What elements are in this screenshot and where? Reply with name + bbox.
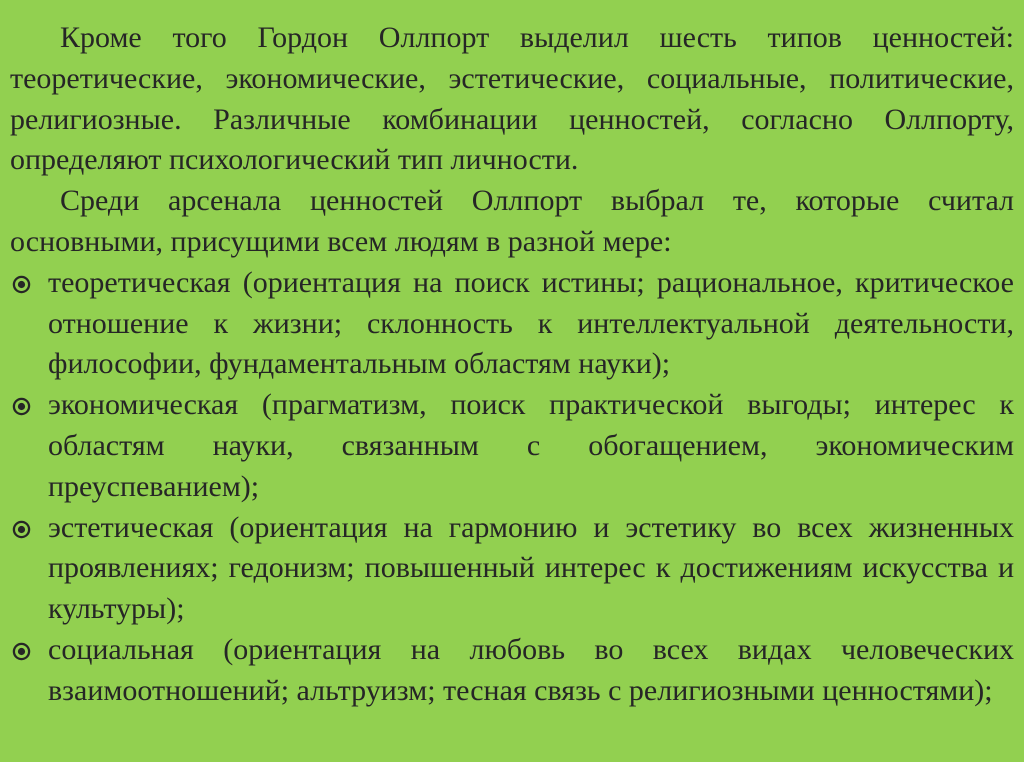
list-item (10, 508, 1014, 630)
list-item (10, 630, 1014, 712)
intro-paragraph: Кроме того Гордон Оллпорт выделил шесть типов ценностей: теоретические, экономические, эстетические, социальные, политические, религиозные. Различные комбинации ценностей, согласно Оллпорту, определяют психологический тип личности. (10, 21, 1014, 177)
circled-dot-icon (12, 642, 31, 661)
list-item-text: экономическая (прагматизм, поиск практической выгоды; интерес к областям науки, связанным с обогащением, экономическим преуспеванием); (48, 388, 1014, 503)
bottom-border (0, 762, 1024, 767)
selection-paragraph: Среди арсенала ценностей Оллпорт выбрал те, которые считал основными, присущими всем людям в разной мере: (10, 184, 1014, 258)
circled-dot-icon (12, 397, 31, 416)
circled-dot-icon (12, 275, 31, 294)
list-item-text: теоретическая (ориентация на поиск истины; рациональное, критическое отношение к жизни; склонность к интеллектуальной деятельности, философии, фундаментальным областям науки); (48, 265, 1014, 381)
slide-content (10, 18, 1014, 712)
list-item-text: социальная (ориентация на любовь во всех видах человеческих взаимоотношений; альтруизм; тесная связь с религиозными ценностями); (48, 632, 1014, 707)
list-item-text: эстетическая (ориентация на гармонию и эстетику во всех жизненных проявлениях; гедонизм; повышенный интерес к достижениям искусства и культуры); (48, 510, 1014, 626)
values-list (10, 263, 1014, 712)
circled-dot-icon (12, 520, 31, 539)
list-item (10, 385, 1014, 507)
list-item (10, 263, 1014, 385)
